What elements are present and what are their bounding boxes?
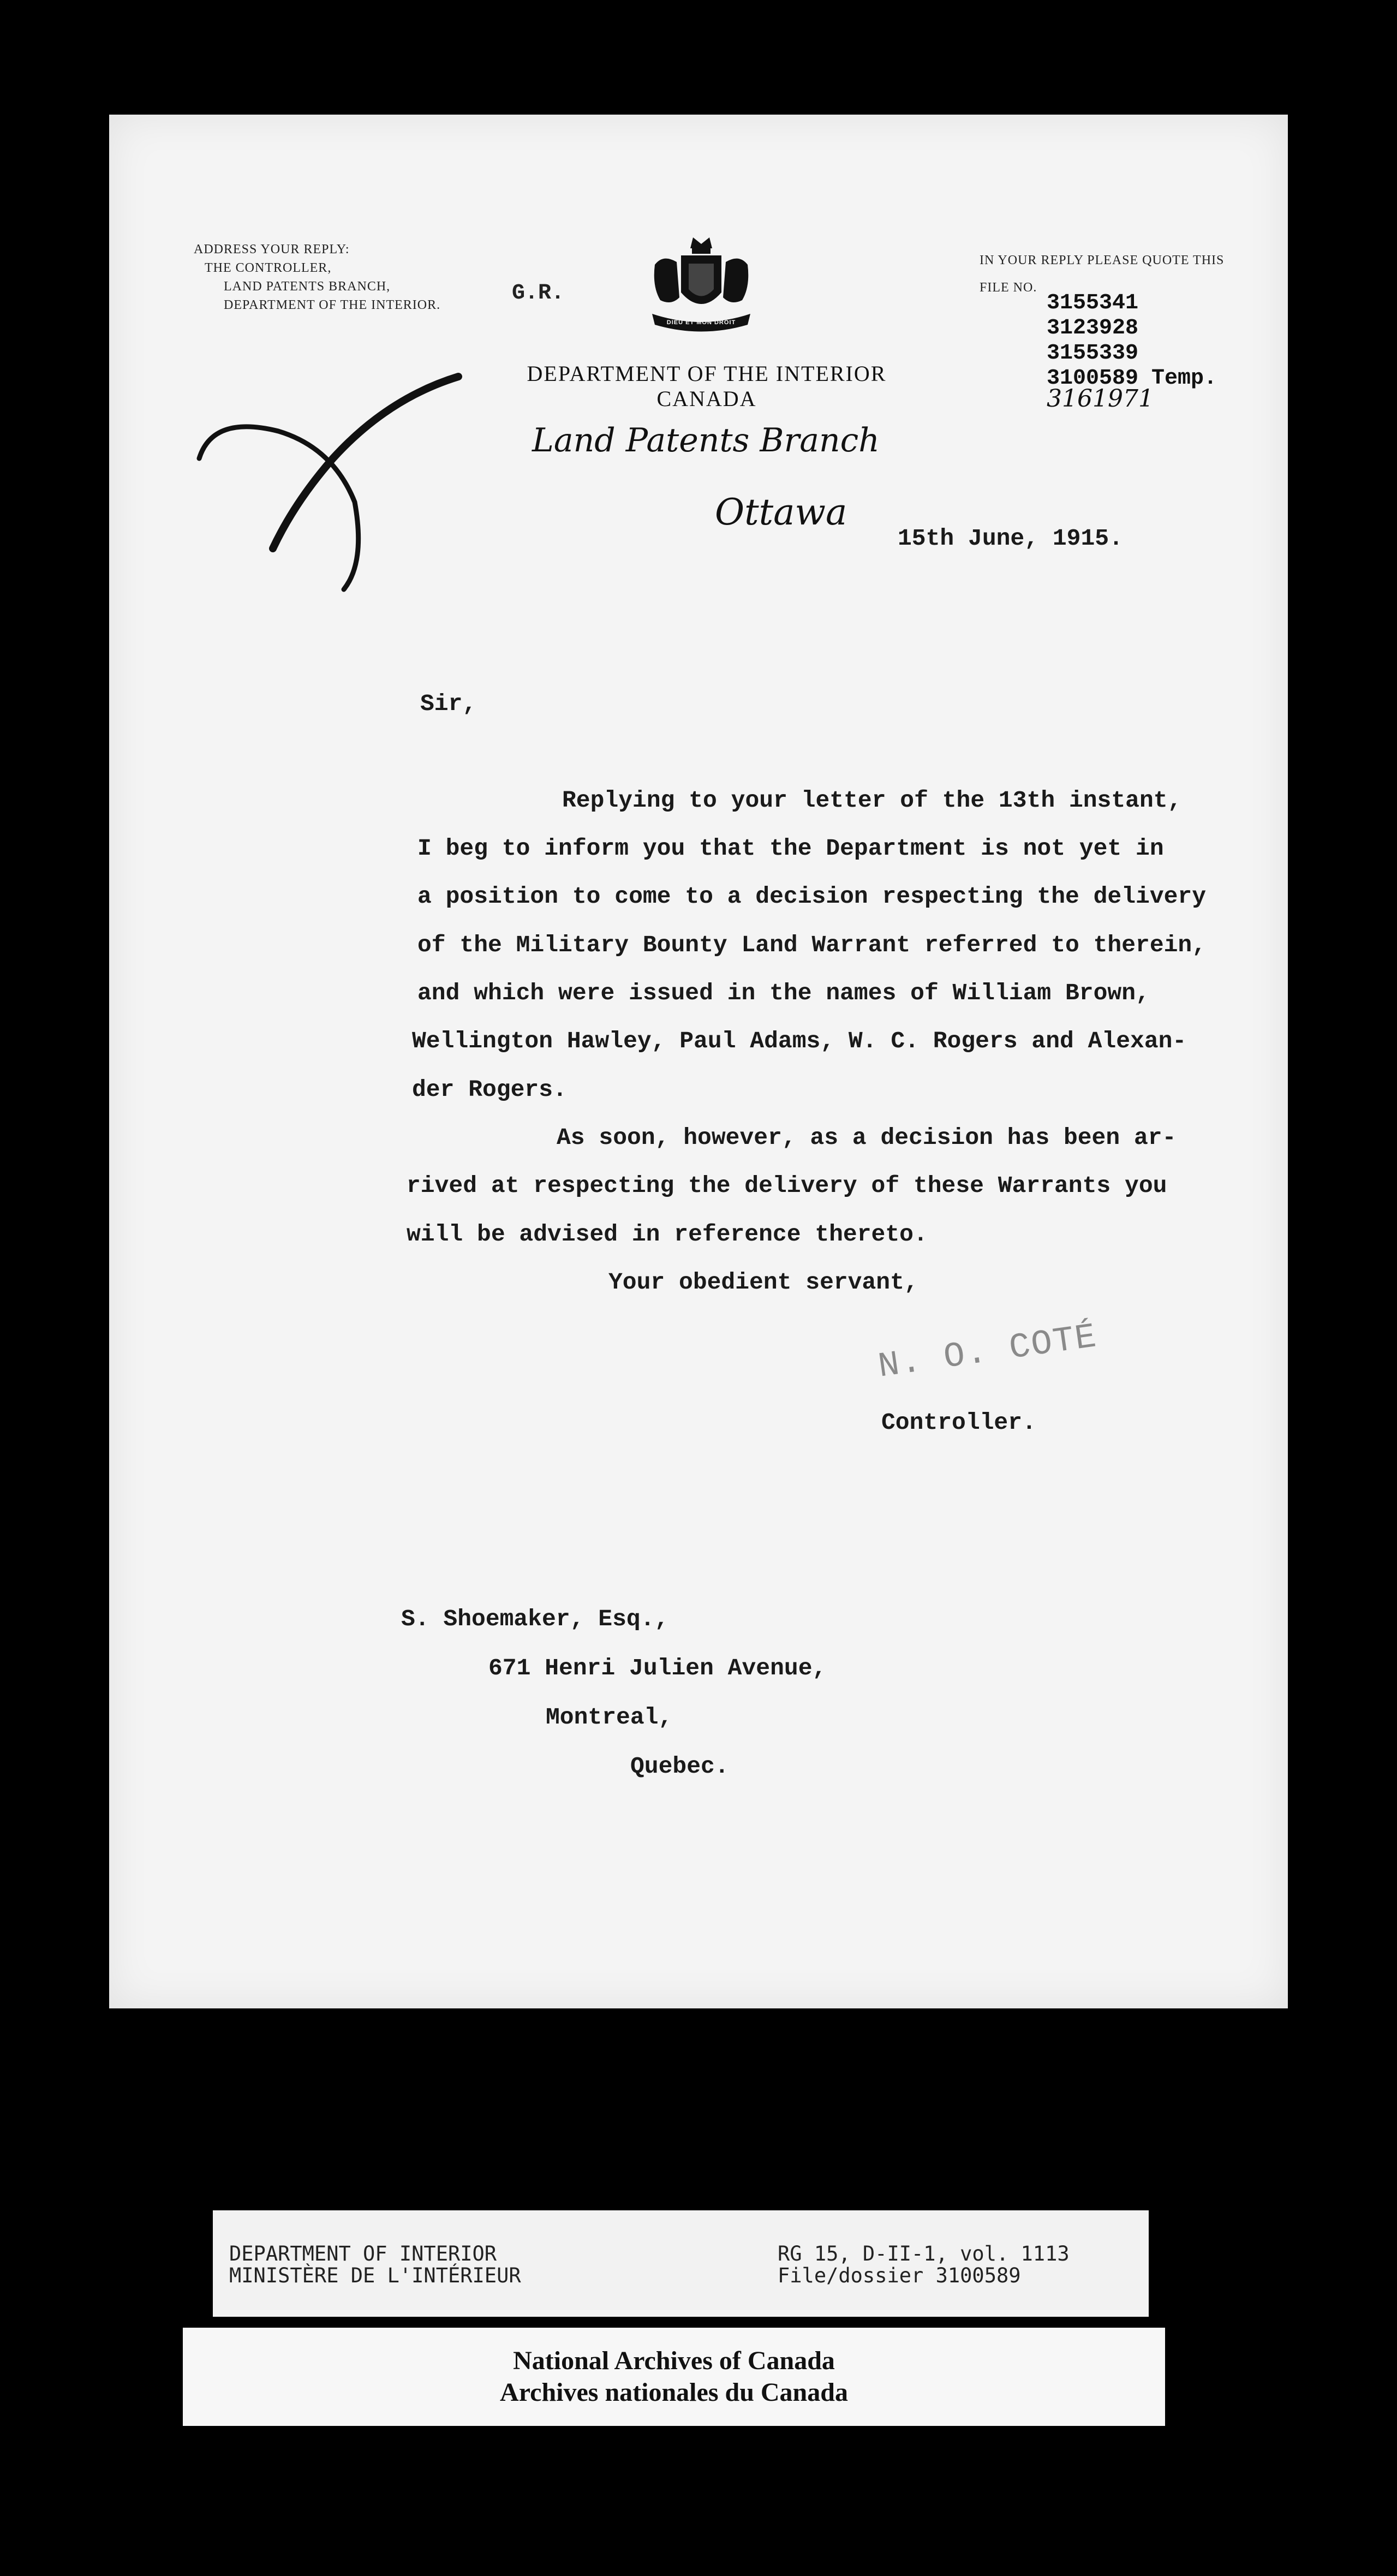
body-line: As soon, however, as a decision has been ar- xyxy=(557,1124,1177,1151)
body-line: will be advised in reference thereto. xyxy=(407,1221,928,1248)
reply-quote-note: IN YOUR REPLY PLEASE QUOTE THIS xyxy=(980,253,1225,267)
city-name: Ottawa xyxy=(715,491,847,533)
body-line: Wellington Hawley, Paul Adams, W. C. Rogers and Alexan- xyxy=(412,1028,1187,1054)
reply-address-line: LAND PATENTS BRANCH, xyxy=(224,279,391,294)
body-line: Your obedient servant, xyxy=(608,1269,918,1296)
reply-address-line: ADDRESS YOUR REPLY: xyxy=(194,242,350,257)
department-heading xyxy=(502,361,911,412)
archive-file: File/dossier 3100589 xyxy=(778,2264,1021,2287)
crest-motto: DIEU ET MON DROIT xyxy=(666,319,736,326)
body-line: I beg to inform you that the Department is not yet in xyxy=(417,835,1164,862)
department-country: CANADA xyxy=(656,386,757,411)
branch-name: Land Patents Branch xyxy=(532,421,880,460)
department-name: DEPARTMENT OF THE INTERIOR xyxy=(527,361,887,386)
royal-crest-icon xyxy=(638,232,764,336)
reply-address-line: THE CONTROLLER, xyxy=(205,261,332,275)
file-number: 3155341 xyxy=(1047,291,1139,315)
body-line: rived at respecting the delivery of these Warrants you xyxy=(407,1172,1167,1199)
body-line: and which were issued in the names of William Brown, xyxy=(417,980,1150,1006)
archives-name-fr: Archives nationales du Canada xyxy=(500,2378,848,2407)
archives-name-en: National Archives of Canada xyxy=(513,2346,835,2375)
salutation: Sir, xyxy=(420,690,477,717)
archive-dept-en: DEPARTMENT OF INTERIOR xyxy=(229,2242,497,2265)
file-numbers xyxy=(1047,291,1217,391)
body-line: Replying to your letter of the 13th instant, xyxy=(562,787,1182,814)
reply-address-line: DEPARTMENT OF THE INTERIOR. xyxy=(224,298,441,312)
letter-date: 15th June, 1915. xyxy=(898,525,1123,552)
handwritten-x-mark-icon xyxy=(191,360,497,606)
file-number: 3100589 Temp. xyxy=(1047,366,1217,391)
letter-page xyxy=(109,115,1288,2008)
body-line: der Rogers. xyxy=(412,1076,567,1103)
recipient-line: S. Shoemaker, Esq., xyxy=(401,1606,669,1632)
body-line: a position to come to a decision respecting the delivery xyxy=(417,883,1207,910)
recipient-line: 671 Henri Julien Avenue, xyxy=(488,1655,827,1681)
reply-address xyxy=(194,240,440,314)
recipient-line: Montreal, xyxy=(546,1704,673,1731)
national-archives-banner xyxy=(183,2328,1165,2426)
signature-title: Controller. xyxy=(881,1409,1036,1436)
archive-reference-label xyxy=(213,2210,1149,2317)
handwritten-file-number: 3161971 xyxy=(1047,385,1154,413)
body-line: of the Military Bounty Land Warrant referred to therein, xyxy=(417,932,1207,958)
file-number: 3123928 xyxy=(1047,316,1139,341)
file-number-label: FILE NO. xyxy=(980,281,1037,295)
gr-mark: G.R. xyxy=(512,281,565,306)
signature-stamp: N. O. COTÉ xyxy=(875,1317,1100,1387)
archive-dept-fr: MINISTÈRE DE L'INTÉRIEUR xyxy=(229,2264,521,2287)
file-number: 3155339 xyxy=(1047,341,1139,366)
recipient-line: Quebec. xyxy=(630,1753,729,1780)
archive-reference: RG 15, D-II-1, vol. 1113 xyxy=(778,2242,1070,2265)
